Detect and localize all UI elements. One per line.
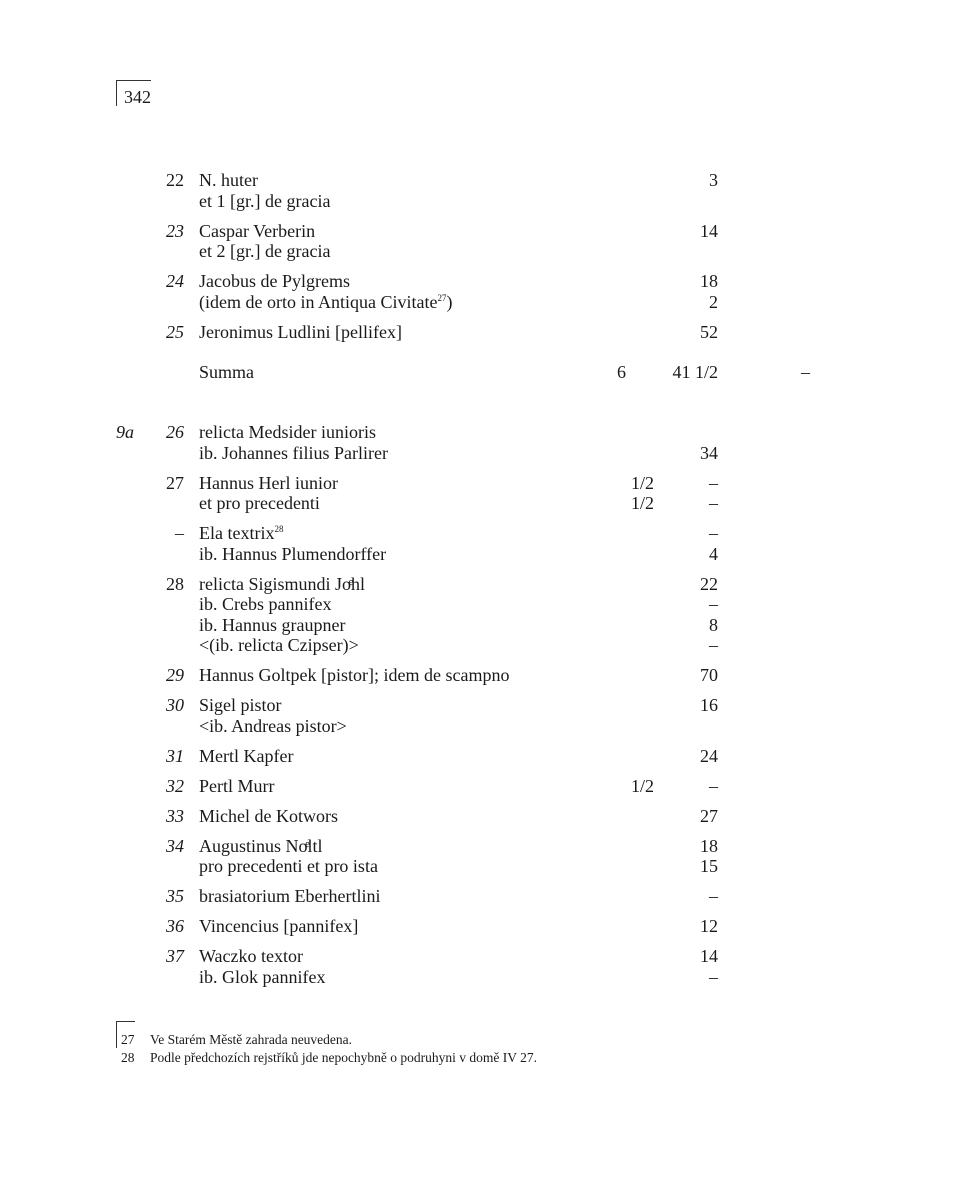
entry-line (0, 695, 960, 716)
entry-line (0, 886, 960, 907)
value-c3: – (709, 472, 718, 493)
entry-line (0, 967, 960, 988)
footnote-text: Ve Starém Městě zahrada neuvedena. (150, 1032, 353, 1047)
entry-name-text: <(ib. relicta Czipser)> (199, 635, 359, 655)
entry-name-text: relicta Sigismundi Joͤhl (199, 573, 365, 594)
value-c3: 18 (700, 271, 718, 291)
entry-name-text: Sigel pistor (199, 695, 282, 715)
entry-name (199, 493, 320, 514)
value-c2: 1/2 (631, 493, 655, 513)
value-c3: 16 (700, 695, 718, 715)
footnote-ref: 28 (274, 524, 284, 534)
value-c3: 3 (709, 170, 718, 190)
entry-name-text: Jacobus de Pylgrems (199, 271, 350, 291)
entry (0, 271, 960, 312)
value-c3: – (709, 775, 718, 796)
entry-name-text: Michel de Kotwors (199, 805, 338, 826)
entry-name (199, 241, 330, 262)
entry-line (0, 836, 960, 857)
entry-name (199, 594, 331, 615)
value-c3: – (709, 966, 718, 987)
value-c3: 4 (709, 543, 718, 564)
entry-name-text: (idem de orto in Antiqua Civitate (199, 291, 438, 312)
footnote-number: 27 (121, 1032, 135, 1047)
entry-number: – (175, 523, 184, 543)
entry-name (199, 695, 282, 716)
entry-name (199, 170, 258, 191)
entry-line (0, 946, 960, 967)
entry-name-text: ) (446, 291, 453, 312)
entry-line (0, 665, 960, 686)
entry-name (199, 544, 386, 565)
entry-name (199, 191, 330, 212)
value-c3: 27 (700, 805, 718, 826)
entry-name (199, 716, 347, 737)
value-c2: 1/2 (631, 472, 655, 493)
entry-name (199, 946, 303, 967)
entry-number: 26 (166, 422, 184, 442)
entry-number: 30 (166, 695, 184, 715)
entry-name-text: Augustinus Noͤltl (199, 835, 323, 856)
entry-name-text: N. huter (199, 170, 258, 190)
entry-name (199, 776, 275, 797)
value-c3: 2 (709, 291, 718, 312)
footnote-ref: 27 (437, 292, 447, 303)
entry-number: 23 (166, 220, 184, 241)
entry (0, 946, 960, 987)
footnote-text: Podle předchozích rejstříků jde nepochybně o podruhyni v domě IV 27. (150, 1050, 538, 1065)
entry-line (0, 170, 960, 191)
value-c3: 52 (700, 321, 718, 342)
entry-line (0, 856, 960, 877)
entry-name-text: Waczko textor (199, 946, 304, 966)
entry-line (0, 422, 960, 443)
entry-line (0, 523, 960, 544)
entry-name-text: ib. Glok pannifex (199, 966, 326, 987)
value-c3: 41 1/2 (672, 362, 718, 382)
entry-line (0, 716, 960, 737)
value-c3: 24 (700, 745, 718, 766)
entry-name-text: ib. Hannus graupner (199, 614, 346, 635)
entry-name (199, 221, 315, 242)
value-c3: – (709, 886, 718, 906)
value-c1: 6 (617, 362, 626, 382)
entry-name-text: relicta Medsider iunioris (199, 422, 376, 442)
value-c3: 18 (700, 835, 718, 856)
value-c3: – (709, 523, 718, 543)
entry (0, 362, 960, 383)
entry-name-text: et 2 [gr.] de gracia (199, 241, 331, 261)
entry-line (0, 635, 960, 656)
entry-line (0, 574, 960, 595)
entry-name-text: Caspar Verberin (199, 220, 316, 241)
entry-name-text: Ela textrix (199, 523, 275, 543)
entry-line (0, 292, 960, 313)
entry-name (199, 746, 293, 767)
entry (0, 916, 960, 937)
value-c3: 14 (700, 220, 718, 241)
entry-name (199, 422, 376, 443)
entry-name-text: Vincencius [pannifex] (199, 916, 359, 936)
value-c3: 15 (700, 856, 718, 876)
margin-reference: 9a (116, 422, 134, 442)
entry-number: 24 (166, 271, 184, 291)
entry-name-text: ib. Johannes filius Parlirer (199, 442, 388, 463)
entry-name (199, 271, 350, 292)
entry-number: 22 (166, 170, 184, 190)
entry-line (0, 916, 960, 937)
entry-name (199, 806, 338, 827)
entry-name-text: brasiatorium Eberhertlini (199, 886, 381, 906)
entry-line (0, 594, 960, 615)
entry (0, 836, 960, 877)
entry-name-text: ib. Crebs pannifex (199, 594, 332, 614)
entry-name (199, 523, 283, 544)
entry-name (199, 967, 325, 988)
value-c2: 1/2 (631, 775, 655, 796)
entry-name-text: Summa (199, 362, 255, 382)
entry-line (0, 241, 960, 262)
entry-line (0, 493, 960, 514)
footnote-number: 28 (121, 1050, 135, 1065)
value-c3: 8 (709, 614, 718, 635)
value-c3: – (709, 594, 718, 614)
entry-line (0, 615, 960, 636)
entry (0, 695, 960, 736)
entry-number: 27 (166, 472, 184, 493)
entry-name-text: <ib. Andreas pistor> (199, 715, 347, 736)
entry-name (199, 362, 254, 383)
entry-number: 32 (166, 775, 184, 796)
entry-number: 31 (166, 745, 184, 766)
entry (0, 806, 960, 827)
entry (0, 473, 960, 514)
entry-line (0, 362, 960, 383)
entry-name (199, 615, 345, 636)
entry-name-text: et 1 [gr.] de gracia (199, 190, 331, 211)
entry-number: 36 (166, 916, 184, 936)
entry-name-text: ib. Hannus Plumendorffer (199, 543, 387, 564)
entry-name (199, 635, 359, 656)
entry (0, 322, 960, 343)
entry-name (199, 886, 380, 907)
entry-name (199, 473, 338, 494)
entry (0, 221, 960, 262)
entry (0, 886, 960, 907)
value-c3: 22 (700, 573, 718, 594)
entry-name-text: Hannus Goltpek [pistor]; idem de scampno (199, 665, 510, 685)
entry-number: 28 (166, 573, 184, 594)
entry (0, 523, 960, 564)
value-c4: – (801, 362, 810, 382)
entry-name-text: Mertl Kapfer (199, 745, 294, 766)
entry-line (0, 221, 960, 242)
entry-name-text: et pro precedenti (199, 493, 320, 513)
entry-name (199, 665, 509, 686)
entry (0, 170, 960, 211)
entry-name-text: Jeronimus Ludlini [pellifex] (199, 321, 402, 342)
value-c3: 70 (700, 665, 718, 685)
entry-number: 35 (166, 886, 184, 906)
entry-name (199, 292, 452, 313)
entry-name (199, 322, 402, 343)
value-c3: 12 (700, 916, 718, 936)
page-number: 342 (116, 80, 151, 106)
entry-number: 33 (166, 805, 184, 826)
entry-name-text: Hannus Herl iunior (199, 472, 338, 493)
entry-number: 25 (166, 321, 184, 342)
entry-line (0, 806, 960, 827)
entry-name (199, 916, 358, 937)
entry (0, 776, 960, 797)
entry-name-text: pro precedenti et pro ista (199, 856, 378, 876)
entry-number: 29 (166, 665, 184, 685)
entry-line (0, 544, 960, 565)
entry-number: 37 (166, 946, 184, 966)
value-c3: 14 (700, 946, 718, 966)
entry (0, 422, 960, 463)
value-c3: – (709, 635, 718, 655)
entry-line (0, 191, 960, 212)
entry-line (0, 271, 960, 292)
entry (0, 746, 960, 767)
entry-line (0, 746, 960, 767)
entry-name (199, 856, 378, 877)
value-c3: 34 (700, 442, 718, 463)
entry-name (199, 443, 388, 464)
value-c3: – (709, 493, 718, 513)
entry (0, 665, 960, 686)
entry-line (0, 473, 960, 494)
entry-number: 34 (166, 835, 184, 856)
entry (0, 574, 960, 656)
entry-name (199, 836, 323, 857)
entry-line (0, 443, 960, 464)
entry-line (0, 776, 960, 797)
entry-name (199, 574, 365, 595)
entries-list (0, 170, 960, 987)
entry-name-text: Pertl Murr (199, 775, 275, 796)
entry-line (0, 322, 960, 343)
